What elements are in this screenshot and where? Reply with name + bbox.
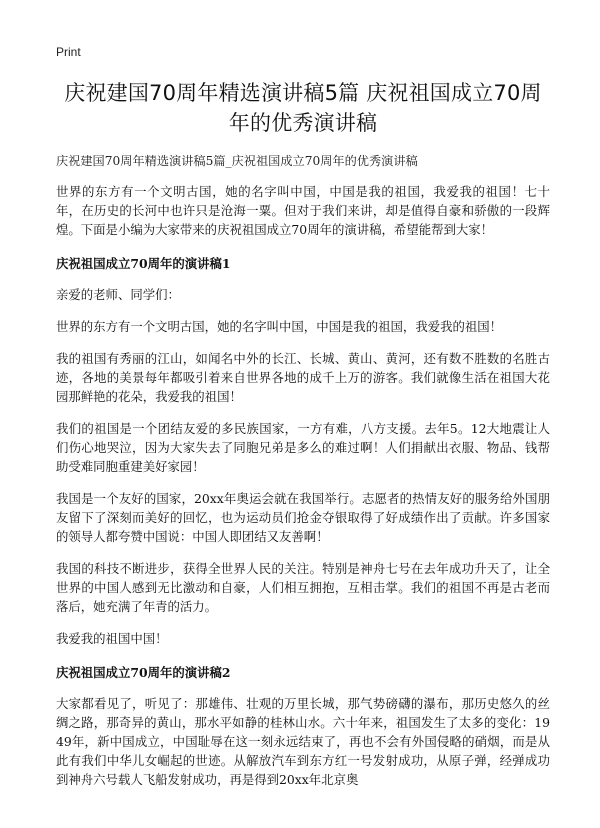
section1-paragraph-3: 我的祖国有秀丽的江山，如闻名中外的长江、长城、黄山、黄河，还有数不胜数的名胜古迹，各地的美景每年都吸引着来自世界各地的成千上万的游客。我们就像生活在祖国大花园那鲜艳的花朵，我爱我的祖国！ <box>56 351 550 404</box>
section-heading-2: 庆祝祖国成立70周年的演讲稿2 <box>56 665 231 680</box>
intro-paragraph: 世界的东方有一个文明古国，她的名字叫中国，中国是我的祖国，我爱我的祖国！七十年，在历史的长河中也许只是沧海一粟。但对于我们来讲，却是值得自豪和骄傲的一段辉煌。下面是小编为大家带来的庆祝祖国成立70周年的演讲稿，希望能帮到大家！ <box>56 184 550 237</box>
document-subtitle: 庆祝建国70周年精选演讲稿5篇_庆祝祖国成立70周年的优秀演讲稿 <box>56 154 418 168</box>
section1-paragraph-7: 我爱我的祖国中国！ <box>56 631 168 646</box>
section-heading-1: 庆祝祖国成立70周年的演讲稿1 <box>56 256 231 271</box>
section2-paragraph-1: 大家都看见了，听见了：那雄伟、壮观的万里长城，那气势磅礴的瀑布，那历史悠久的丝绸之路，那奇异的黄山，那水平如静的桂林山水。六十年来，祖国发生了太多的变化：1949年，新中国成立，中国耻辱在这一刻永远结束了，再也不会有外国侵略的硝烟，而是从此有我们中华儿女崛起的世迹。从解放汽车到东方红一号发射成功，从原子弹，经弹成功到神舟六号载人飞船发射成功，再是得到20xx年北京奥 <box>56 696 550 787</box>
section1-paragraph-1: 亲爱的老师、同学们： <box>56 287 180 302</box>
section1-paragraph-4: 我们的祖国是一个团结友爱的多民族国家，一方有难，八方支援。去年5。12大地震让人们伤心地哭泣，因为大家失去了同胞兄弟是多么的难过啊！人们捐献出衣服、物品、钱帮助受难同胞重建美好家园！ <box>56 421 550 474</box>
section1-paragraph-2: 世界的东方有一个文明古国，她的名字叫中国，中国是我的祖国，我爱我的祖国！ <box>56 319 503 334</box>
document-title: 庆祝建国70周年精选演讲稿5篇 庆祝祖国成立70周年的优秀演讲稿 <box>64 81 542 135</box>
print-link[interactable]: Print <box>56 45 81 59</box>
section1-paragraph-5: 我国是一个友好的国家，20xx年奥运会就在我国举行。志愿者的热情友好的服务给外国朋友留下了深刻而美好的回忆，也为运动员们抢金夺银取得了好成绩作出了贡献。许多国家的领导人都夸赞中国说：中国人即团结又友善啊！ <box>56 491 550 544</box>
section1-paragraph-6: 我国的科技不断进步，获得全世界人民的关注。特别是神舟七号在去年成功升天了，让全世界的中国人感到无比激动和自豪，人们相互拥抱，互相击掌。我们的祖国不再是古老而落后，她充满了年青的活力。 <box>56 561 550 614</box>
